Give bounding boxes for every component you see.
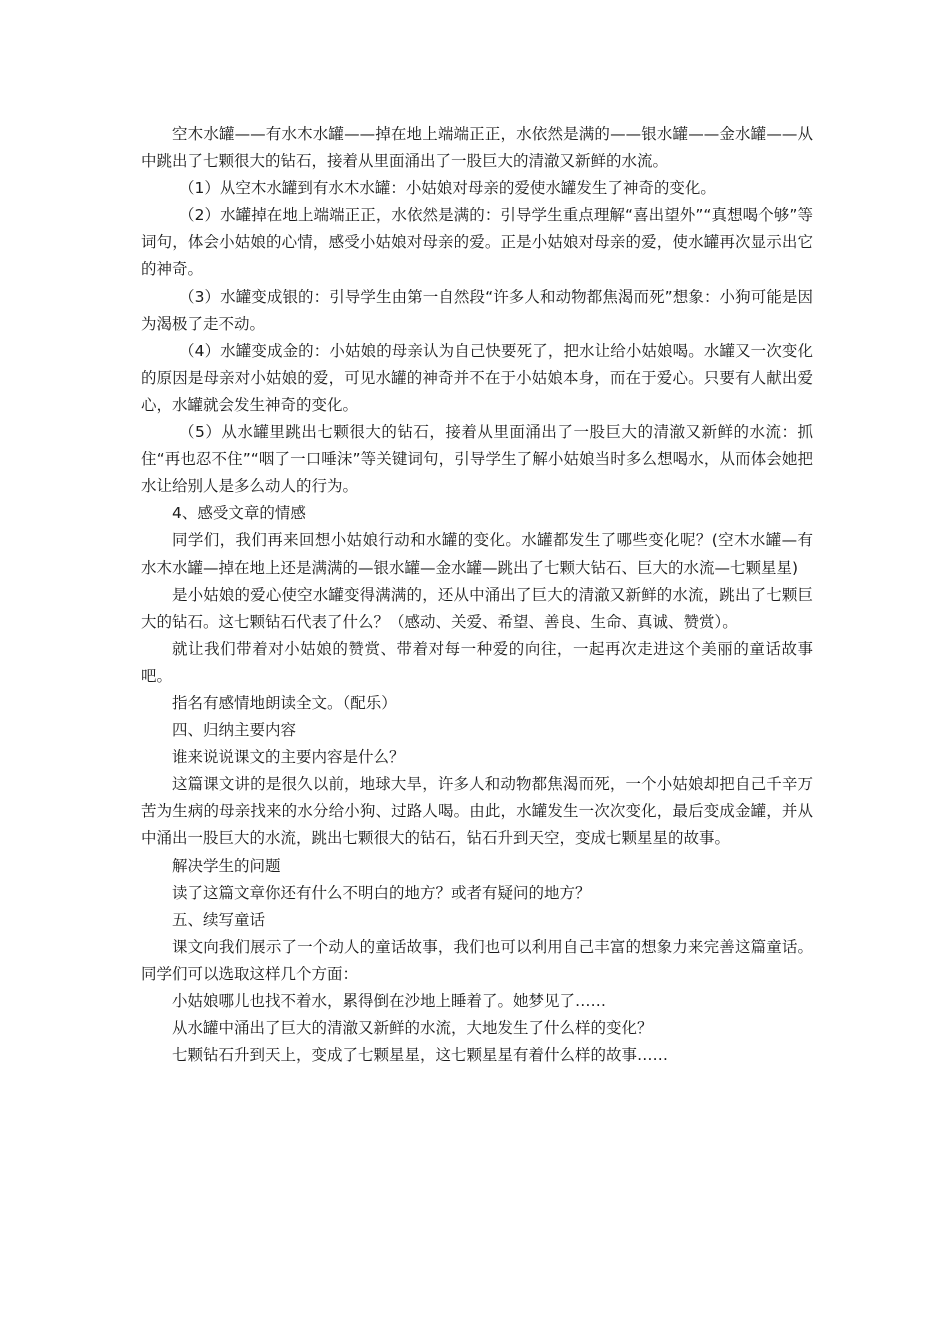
paragraph-text: 指名有感情地朗读全文。（配乐）: [172, 693, 397, 712]
paragraph-text: （2）水罐掉在地上端端正正，水依然是满的：引导学生重点理解“喜出望外”“真想喝个够”等词句，体会小姑娘的心情，感受小姑娘对母亲的爱。正是小姑娘对母亲的爱，使水罐再次显示出它的神奇。: [141, 206, 813, 279]
paragraph-text: 空木水罐——有水木水罐——掉在地上端端正正，水依然是满的——银水罐——金水罐——从中跳出了七颗很大的钻石，接着从里面涌出了一股巨大的清澈又新鲜的水流。: [141, 125, 813, 171]
paragraph-text: 读了这篇文章你还有什么不明白的地方？或者有疑问的地方？: [172, 883, 591, 902]
paragraph-text: （4）水罐变成金的：小姑娘的母亲认为自己快要死了，把水让给小姑娘喝。水罐又一次变化的原因是母亲对小姑娘的爱，可见水罐的神奇并不在于小姑娘本身，而在于爱心。只要有人献出爱心，水罐就会发生神奇的变化。: [141, 341, 813, 414]
paragraph-text: 七颗钻石升到天上，变成了七颗星星，这七颗星星有着什么样的故事……: [172, 1046, 669, 1065]
section-heading: 4、感受文章的情感: [172, 504, 306, 523]
paragraph-text: 同学们，我们再来回想小姑娘行动和水罐的变化。水罐都发生了哪些变化呢？(空木水罐—有水木水罐—掉在地上还是满满的—银水罐—金水罐—跳出了七颗大钻石、巨大的水流—七颗星星): [141, 531, 813, 577]
paragraph-text: 是小姑娘的爱心使空水罐变得满满的，还从中涌出了巨大的清澈又新鲜的水流，跳出了七颗巨大的钻石。这七颗钻石代表了什么？（感动、关爱、希望、善良、生命、真诚、赞赏）。: [141, 585, 813, 631]
paragraph-text: 从水罐中涌出了巨大的清澈又新鲜的水流，大地发生了什么样的变化？: [172, 1019, 653, 1038]
paragraph-text: （5）从水罐里跳出七颗很大的钻石，接着从里面涌出了一股巨大的清澈又新鲜的水流：抓住“再也忍不住”“咽了一口唾沫”等关键词句，引导学生了解小姑娘当时多么想喝水，从而体会她把水让给别人是多么动人的行为。: [141, 423, 813, 496]
section-heading: 五、续写童话: [172, 910, 266, 929]
paragraph-text: 小姑娘哪儿也找不着水，累得倒在沙地上睡着了。她梦见了……: [172, 992, 607, 1010]
paragraph-text: 谁来说说课文的主要内容是什么？: [172, 748, 405, 767]
document-body: [141, 121, 813, 1069]
paragraph-text: （3）水罐变成银的：引导学生由第一自然段“许多人和动物都焦渴而死”想象：小狗可能是因为渴极了走不动。: [141, 287, 813, 333]
paragraph-text: 就让我们带着对小姑娘的赞赏、带着对每一种爱的向往，一起再次走进这个美丽的童话故事吧。: [141, 639, 813, 685]
paragraph-text: 课文向我们展示了一个动人的童话故事，我们也可以利用自己丰富的想象力来完善这篇童话。同学们可以选取这样几个方面：: [141, 937, 813, 983]
paragraph-text: （1）从空木水罐到有水木水罐：小姑娘对母亲的爱使水罐发生了神奇的变化。: [179, 179, 716, 198]
section-heading: 四、归纳主要内容: [172, 721, 297, 740]
section-heading: 解决学生的问题: [172, 856, 281, 875]
paragraph-text: 这篇课文讲的是很久以前，地球大旱，许多人和动物都焦渴而死，一个小姑娘却把自己千辛万苦为生病的母亲找来的水分给小狗、过路人喝。由此，水罐发生一次次变化，最后变成金罐，并从中涌出一股巨大的水流，跳出七颗很大的钻石，钻石升到天空，变成七颗星星的故事。: [141, 775, 813, 848]
